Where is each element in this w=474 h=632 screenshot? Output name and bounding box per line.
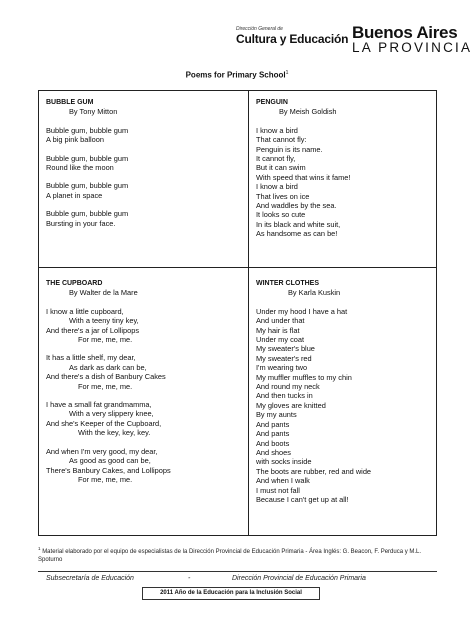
poem-line: It looks so cute (256, 210, 306, 220)
poem-line: As handsome as can be! (256, 229, 338, 239)
poem-stanza (46, 353, 246, 391)
poem-author: By Tony Mitton (69, 107, 118, 117)
poem-line: Round like the moon (46, 163, 114, 173)
poem-body (46, 307, 246, 485)
poem-line: And there's a jar of Lollipops (46, 325, 140, 335)
poem-line: Bubble gum, bubble gum (46, 125, 129, 135)
poem-line: With a very slippery knee, (69, 409, 154, 419)
poem-title: THE CUPBOARD (46, 280, 103, 287)
poem-line: I'm wearing two (256, 363, 308, 373)
poem-line: And round my neck (256, 382, 320, 392)
poem-bubble-gum (46, 98, 246, 228)
poem-line: And there's a dish of Banbury Cakes (46, 372, 166, 382)
poem-line: Bubble gum, bubble gum (46, 209, 129, 219)
poem-line: My hair is flat (256, 325, 300, 335)
poem-stanza (46, 307, 246, 345)
footnote-text: Material elaborado por el equipo de especialistas de la Dirección Provincial de Educación Primaria - Área Inglés: G. Beacon, F. Perduca y M.L. Spoturno (38, 549, 422, 563)
poem-line: And when I walk (256, 476, 310, 486)
poem-line: And boots (256, 438, 290, 448)
poem-line: In its black and white suit, (256, 219, 341, 229)
poem-line: As good as good can be, (69, 456, 151, 466)
poem-line: with socks inside (256, 457, 312, 467)
poem-line: That cannot fly: (256, 135, 307, 145)
poem-line: And shoes (256, 447, 291, 457)
poem-line: A big pink balloon (46, 135, 104, 145)
poem-line: It has a little shelf, my dear, (46, 353, 136, 363)
poem-line: I know a bird (256, 182, 298, 192)
poem-author: By Walter de la Mare (69, 288, 138, 298)
poem-body (256, 126, 436, 239)
poem-line: My gloves are knitted (256, 400, 326, 410)
poem-line: And pants (256, 419, 290, 429)
page-header (0, 0, 474, 70)
poem-line: There's Banbury Cakes, and Lollipops (46, 465, 171, 475)
poem-penguin (256, 98, 436, 239)
poem-stanza (46, 447, 246, 485)
poem-line: With speed that wins it fame! (256, 172, 351, 182)
page-title (0, 70, 474, 80)
poem-line: By my aunts (256, 410, 297, 420)
poems-table (38, 90, 437, 536)
poem-line: A planet in space (46, 190, 103, 200)
logo1-small-text: Dirección General de (236, 26, 283, 32)
poem-body (256, 307, 436, 505)
poem-line: And under that (256, 316, 305, 326)
poem-line: My sweater's blue (256, 344, 315, 354)
year-badge: 2011 Año de la Educación para la Inclusión Social (142, 587, 320, 600)
poem-line: Bubble gum, bubble gum (46, 181, 129, 191)
poem-the-cupboard (46, 279, 246, 484)
cultura-logo (236, 27, 348, 45)
poem-stanza (46, 209, 246, 228)
poem-line: The boots are rubber, red and wide (256, 466, 372, 476)
poem-line: With the key, key, key. (78, 428, 151, 438)
poem-line: As dark as dark can be, (69, 362, 147, 372)
table-horizontal-divider (39, 267, 436, 268)
poem-stanza (46, 400, 246, 438)
page-title-footnote-mark: 1 (285, 70, 289, 76)
poem-line: Penguin is its name. (256, 144, 323, 154)
poem-line: Bubble gum, bubble gum (46, 153, 129, 163)
poem-line: I know a little cupboard, (46, 306, 124, 316)
footer-separator: - (188, 575, 191, 582)
footer-left-text: Subsecretaría de Educación (46, 575, 134, 582)
poem-stanza (46, 181, 246, 200)
poem-line: But it can swim (256, 163, 306, 173)
poem-line: Under my coat (256, 335, 305, 345)
poem-line: And then tucks in (256, 391, 313, 401)
poem-line: I must not fall (256, 485, 300, 495)
buenos-aires-logo (352, 24, 472, 55)
poem-line: Under my hood I have a hat (256, 306, 348, 316)
poem-stanza (46, 126, 246, 145)
poem-title: PENGUIN (256, 99, 288, 106)
logo2-sub-text: LA PROVINCIA (352, 40, 473, 55)
logo2-big-text: Buenos Aires (352, 23, 458, 42)
poem-author: By Karla Kuskin (288, 288, 341, 298)
poem-line: I have a small fat grandmamma, (46, 400, 152, 410)
poem-line: For me, me, me. (78, 335, 133, 345)
logo1-big-text: Cultura y Educación (236, 32, 349, 46)
poem-line: For me, me, me. (78, 474, 133, 484)
footnote (38, 545, 438, 564)
poem-line: My sweater's red (256, 353, 312, 363)
poem-line: Because I can't get up at all! (256, 494, 349, 504)
poem-winter-clothes (256, 279, 436, 504)
poem-stanza (46, 154, 246, 173)
poem-line: That lives on ice (256, 191, 310, 201)
poem-body (46, 126, 246, 228)
poem-line: And pants (256, 429, 290, 439)
poem-line: I know a bird (256, 125, 298, 135)
footnote-mark: 1 (38, 546, 41, 551)
poem-line: And she's Keeper of the Cupboard, (46, 418, 162, 428)
table-vertical-divider (248, 91, 249, 535)
poem-line: And waddles by the sea. (256, 201, 337, 211)
footer-right-text: Dirección Provincial de Educación Primaria (232, 575, 366, 582)
poem-line: It cannot fly, (256, 154, 296, 164)
poem-line: For me, me, me. (78, 381, 133, 391)
poem-title: WINTER CLOTHES (256, 280, 319, 287)
poem-line: With a teeny tiny key, (69, 316, 139, 326)
poem-line: And when I'm very good, my dear, (46, 446, 158, 456)
footer-rule (38, 571, 437, 572)
poem-line: My muffler muffles to my chin (256, 372, 352, 382)
poem-line: Bursting in your face. (46, 218, 116, 228)
poem-title: BUBBLE GUM (46, 99, 94, 106)
poem-author: By Meish Goldish (279, 107, 337, 117)
page-title-text: Poems for Primary School (185, 70, 286, 80)
